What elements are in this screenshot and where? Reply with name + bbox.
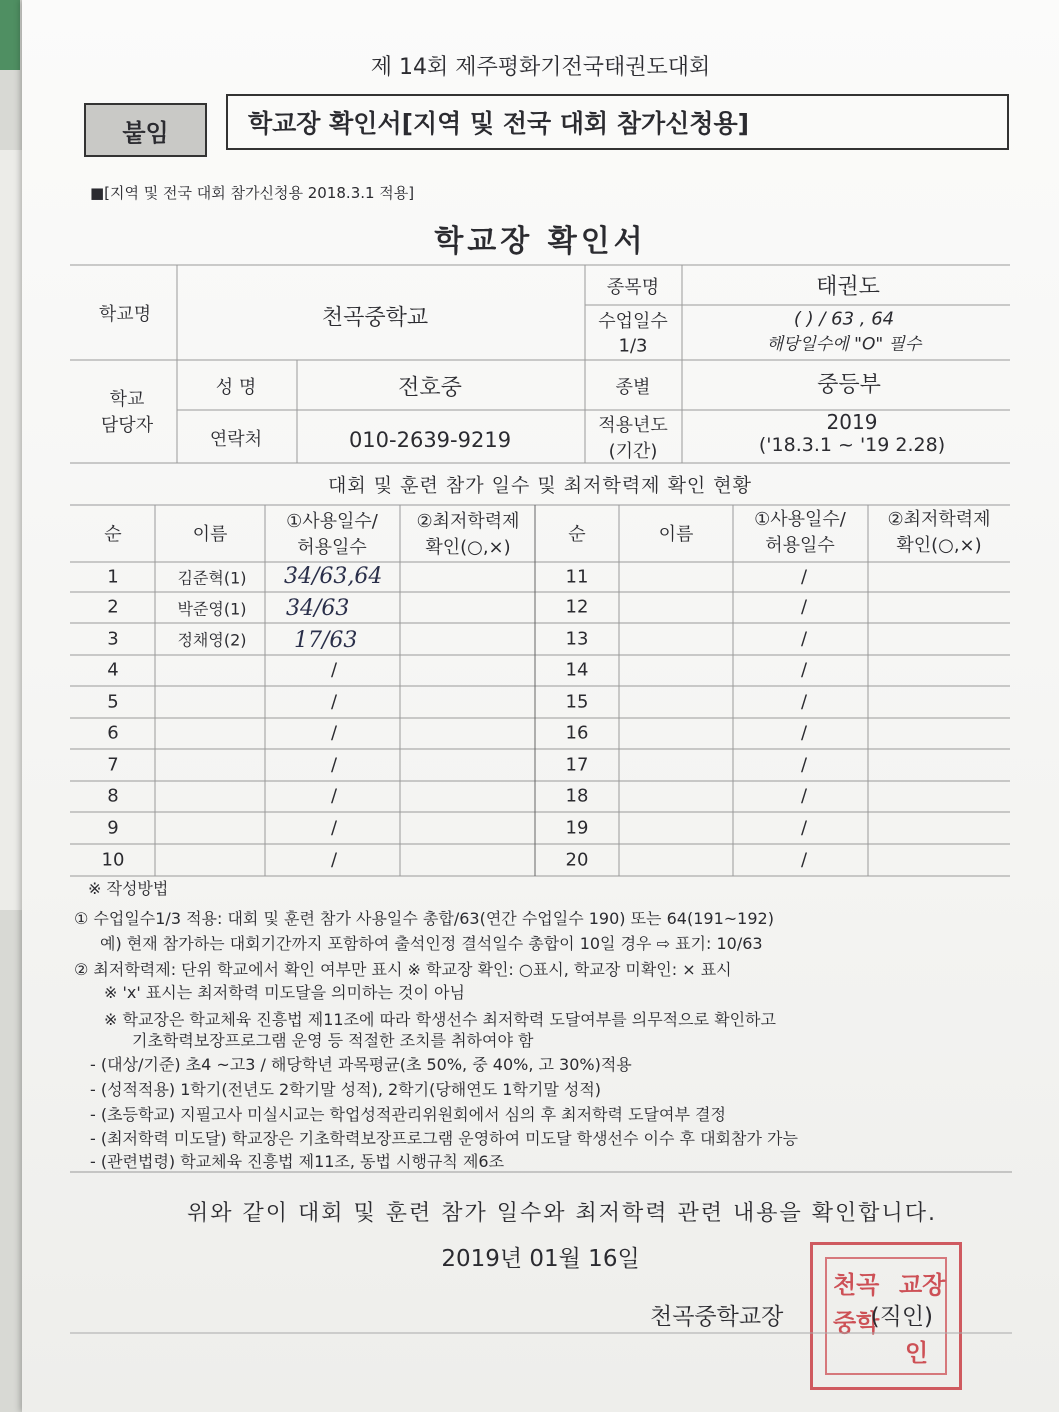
row-number: 16 [565, 722, 589, 744]
days-value: ( ) / 63 , 64 [793, 308, 895, 330]
row-days: / [800, 691, 808, 713]
col-header-no: 순 [104, 524, 122, 545]
row-number: 8 [107, 785, 119, 807]
year-label-line1: 적용년도 [598, 415, 668, 436]
row-days: / [800, 628, 808, 650]
days-note: 해당일수에 "O" 필수 [766, 334, 922, 355]
row-days: / [330, 785, 338, 807]
col-header-name: 이름 [192, 524, 228, 545]
row-days: / [800, 566, 808, 588]
issue-date: 2019년 01월 16일 [441, 1246, 640, 1272]
category-label: 종별 [615, 377, 651, 398]
instruction-line: ※ 학교장은 학교체육 진흥법 제11조에 따라 학생선수 최저학력 도달여부를 의무적으로 확인하고 [104, 1010, 776, 1029]
instruction-line: ① 수업일수1/3 적용: 대회 및 훈련 참가 사용일수 총합/63(연간 수업일수 190) 또는 64(191~192) [74, 909, 774, 928]
row-days-handwritten: 17/63 [294, 628, 358, 653]
event-title: 제 14회 제주평화기전국태권도대회 [370, 55, 711, 80]
instruction-line: - (대상/기준) 초4 ~고3 / 해당학년 과목평균(초 50%, 중 40%, 고 30%)적용 [90, 1055, 632, 1074]
contact-label: 연락처 [209, 429, 263, 450]
year-label-line2: (기간) [608, 441, 658, 462]
col-header-check-right-line1: ②최저학력제 [887, 509, 991, 530]
name-label: 성 명 [215, 377, 257, 398]
col-header-check-line2: 확인(○,×) [425, 537, 511, 558]
manager-label-line1: 학교 [109, 389, 145, 410]
row-days: / [800, 849, 808, 871]
row-number: 3 [107, 628, 119, 650]
row-days: / [330, 691, 338, 713]
row-days: / [330, 754, 338, 776]
document-title: 학교장 확인서 [434, 224, 647, 259]
row-days: / [800, 817, 808, 839]
school-value: 천곡중학교 [321, 305, 429, 331]
official-seal: 천곡 중학 교장 인 [810, 1242, 962, 1390]
manager-label-line2: 담당자 [100, 415, 154, 436]
row-days-handwritten: 34/63,64 [284, 564, 383, 589]
days-label-line2: 1/3 [618, 335, 648, 357]
row-number: 14 [565, 659, 589, 681]
col-header-days-right-line1: ①사용일수/ [754, 509, 846, 530]
col-header-name-right: 이름 [658, 524, 694, 545]
row-days: / [330, 722, 338, 744]
category-value: 중등부 [817, 372, 881, 398]
row-number: 19 [565, 817, 589, 839]
instruction-line: 기초학력보장프로그램 운영 등 적절한 조치를 취하여야 함 [132, 1031, 534, 1050]
row-number: 17 [565, 754, 589, 776]
row-days: / [800, 722, 808, 744]
row-number: 11 [565, 566, 589, 588]
attachment-tag: 붙임 [84, 103, 207, 157]
row-number: 2 [107, 596, 119, 618]
col-header-days-line2: 허용일수 [297, 537, 367, 558]
days-label-line1: 수업일수 [598, 311, 668, 332]
instruction-line: ② 최저학력제: 단위 학교에서 확인 여부만 표시 ※ 학교장 확인: ○표시, 학교장 미확인: × 표시 [74, 960, 732, 979]
instructions-heading: ※ 작성방법 [88, 879, 169, 898]
status-title: 대회 및 훈련 참가 일수 및 최저학력제 확인 현황 [327, 474, 753, 497]
col-header-check-line1: ②최저학력제 [416, 511, 520, 532]
col-header-days-right-line2: 허용일수 [765, 535, 835, 556]
form-heading-box: 학교장 확인서[지역 및 전국 대회 참가신청용] [226, 94, 1009, 150]
signer-name [650, 1298, 933, 1331]
instruction-line: - (관련법령) 학교체육 진흥법 제11조, 동법 시행규칙 제6조 [90, 1152, 505, 1171]
row-number: 12 [565, 596, 589, 618]
row-days: / [800, 754, 808, 776]
row-days: / [800, 659, 808, 681]
row-days: / [330, 817, 338, 839]
instruction-line: - (초등학교) 지필고사 미실시교는 학업성적관리위원회에서 심의 후 최저학력 도달여부 결정 [90, 1105, 726, 1124]
row-number: 13 [565, 628, 589, 650]
instruction-line: - (최저학력 미도달) 학교장은 기초학력보장프로그램 운영하여 미도달 학생선수 이수 후 대회참가 가능 [90, 1129, 798, 1148]
contact-value: 010-2639-9219 [348, 428, 512, 452]
applicability-note: ■[지역 및 전국 대회 참가신청용 2018.3.1 적용] [90, 184, 415, 202]
row-name: 김준혁(1) [177, 568, 247, 588]
sport-value: 태권도 [816, 274, 880, 300]
row-number: 18 [565, 785, 589, 807]
instruction-line: 예) 현재 참가하는 대회기간까지 포함하여 출석인정 결석일수 총합이 10일 경우 ⇨ 표기: 10/63 [100, 934, 763, 953]
row-number: 20 [565, 849, 589, 871]
row-number: 6 [107, 722, 119, 744]
row-name: 정채영(2) [177, 630, 247, 650]
row-days: / [330, 849, 338, 871]
sport-label: 종목명 [606, 277, 660, 298]
row-number: 5 [107, 691, 119, 713]
row-number: 15 [565, 691, 589, 713]
row-days: / [800, 596, 808, 618]
col-header-no-right: 순 [568, 524, 586, 545]
name-value: 전호중 [398, 375, 462, 401]
signer-title: 천곡중학교장 [650, 1304, 784, 1330]
row-number: 1 [107, 566, 119, 588]
school-label: 학교명 [98, 304, 152, 325]
row-name: 박준영(1) [177, 599, 247, 619]
year-value: 2019 [826, 410, 878, 434]
seal-mark-label: (직인) [870, 1304, 934, 1330]
col-header-check-right-line2: 확인(○,×) [896, 535, 982, 556]
row-number: 4 [107, 659, 119, 681]
year-period: ('18.3.1 ~ '19 2.28) [758, 434, 946, 456]
row-number: 9 [107, 817, 119, 839]
instruction-line: ※ 'x' 표시는 최저학력 미도달을 의미하는 것이 아님 [104, 983, 465, 1002]
document-page [22, 0, 1059, 1412]
confirmation-statement: 위와 같이 대회 및 훈련 참가 일수와 최저학력 관련 내용을 확인합니다. [187, 1201, 937, 1226]
row-number: 7 [107, 754, 119, 776]
col-header-days-line1: ①사용일수/ [286, 511, 378, 532]
background-green-edge [0, 0, 20, 70]
row-number: 10 [101, 849, 125, 871]
row-days-handwritten: 34/63 [286, 596, 350, 621]
instruction-line: - (성적적용) 1학기(전년도 2학기말 성적), 2학기(당해연도 1학기말 성적) [90, 1080, 602, 1099]
row-days: / [800, 785, 808, 807]
row-days: / [330, 659, 338, 681]
divider [22, 1170, 1059, 1180]
bottom-divider [22, 1330, 1059, 1340]
